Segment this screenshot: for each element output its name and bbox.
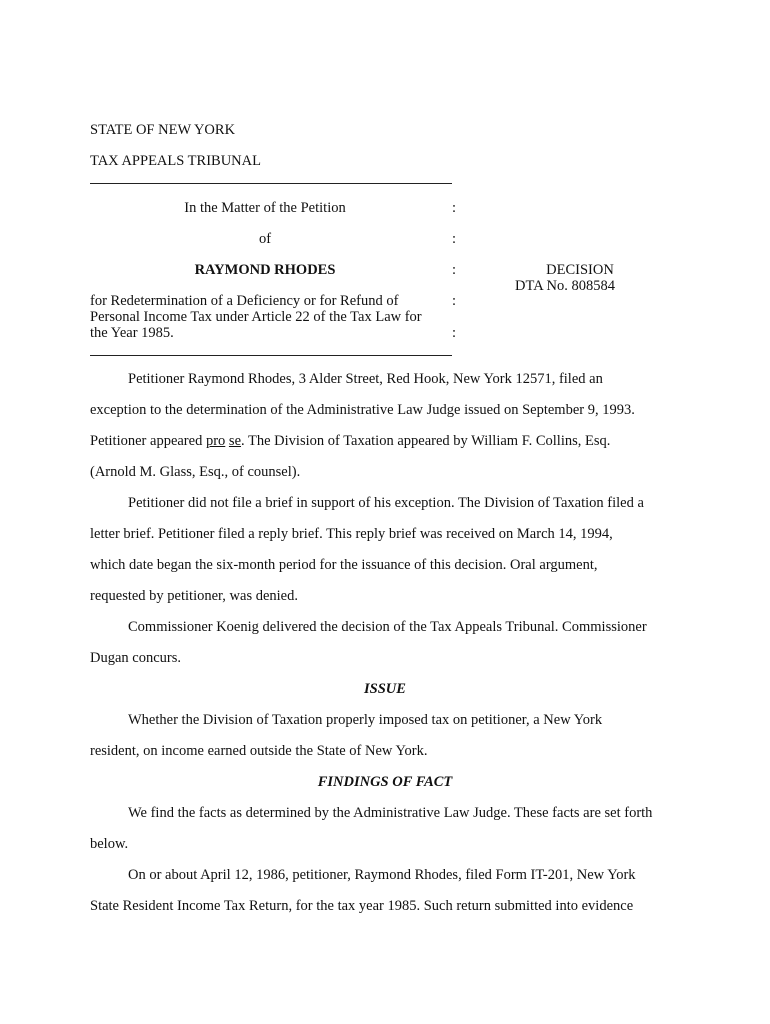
paragraph-line: letter brief. Petitioner filed a reply brief. This reply brief was received on March 14, 1994, <box>90 526 613 542</box>
paragraph-line: Petitioner Raymond Rhodes, 3 Alder Street, Red Hook, New York 12571, filed an <box>128 371 603 387</box>
paragraph-line: exception to the determination of the Administrative Law Judge issued on September 9, 1993. <box>90 402 635 418</box>
caption-bottom-rule <box>90 355 452 356</box>
paragraph-line <box>90 433 610 450</box>
decision-label: DECISION <box>546 262 614 278</box>
caption-top-rule <box>90 183 452 184</box>
paragraph-line: Petitioner did not file a brief in support of his exception. The Division of Taxation filed a <box>128 495 644 511</box>
caption-of: of <box>258 231 272 247</box>
paragraph-line: Commissioner Koenig delivered the decision of the Tax Appeals Tribunal. Commissioner <box>128 619 647 635</box>
caption-colon: : <box>452 231 457 247</box>
caption-colon: : <box>452 262 457 278</box>
se-text: se <box>228 433 242 449</box>
caption-colon: : <box>452 200 457 216</box>
paragraph-line: We find the facts as determined by the Administrative Law Judge. These facts are set forth <box>128 805 653 821</box>
caption-colon: : <box>452 293 457 309</box>
caption-matter: In the Matter of the Petition <box>184 200 346 216</box>
tribunal-header: TAX APPEALS TRIBUNAL <box>90 153 261 169</box>
paragraph-line: Dugan concurs. <box>90 650 182 666</box>
findings-heading: FINDINGS OF FACT <box>317 774 453 790</box>
pro-text: pro <box>205 433 226 449</box>
text-span: Petitioner appeared <box>90 433 206 449</box>
paragraph-line: On or about April 12, 1986, petitioner, Raymond Rhodes, filed Form IT-201, New York <box>128 867 636 883</box>
caption-colon: : <box>452 325 457 341</box>
paragraph-line: requested by petitioner, was denied. <box>90 588 298 604</box>
caption-purpose-line: Personal Income Tax under Article 22 of the Tax Law for <box>90 309 422 325</box>
dta-number: DTA No. 808584 <box>515 278 615 294</box>
petitioner-name: RAYMOND RHODES <box>194 262 336 278</box>
paragraph-line: (Arnold M. Glass, Esq., of counsel). <box>90 464 301 480</box>
caption-purpose-line: for Redetermination of a Deficiency or for Refund of <box>90 293 399 309</box>
paragraph-line: which date began the six-month period for the issuance of this decision. Oral argument, <box>90 557 598 573</box>
state-header: STATE OF NEW YORK <box>90 122 236 138</box>
paragraph-line: Whether the Division of Taxation properly imposed tax on petitioner, a New York <box>128 712 603 728</box>
paragraph-line: State Resident Income Tax Return, for the tax year 1985. Such return submitted into evidence <box>90 898 634 914</box>
text-span: . The Division of Taxation appeared by William F. Collins, Esq. <box>241 433 611 449</box>
issue-heading: ISSUE <box>364 681 406 697</box>
paragraph-line: resident, on income earned outside the State of New York. <box>90 743 428 759</box>
paragraph-line: below. <box>90 836 129 852</box>
caption-purpose-line: the Year 1985. <box>90 325 174 341</box>
